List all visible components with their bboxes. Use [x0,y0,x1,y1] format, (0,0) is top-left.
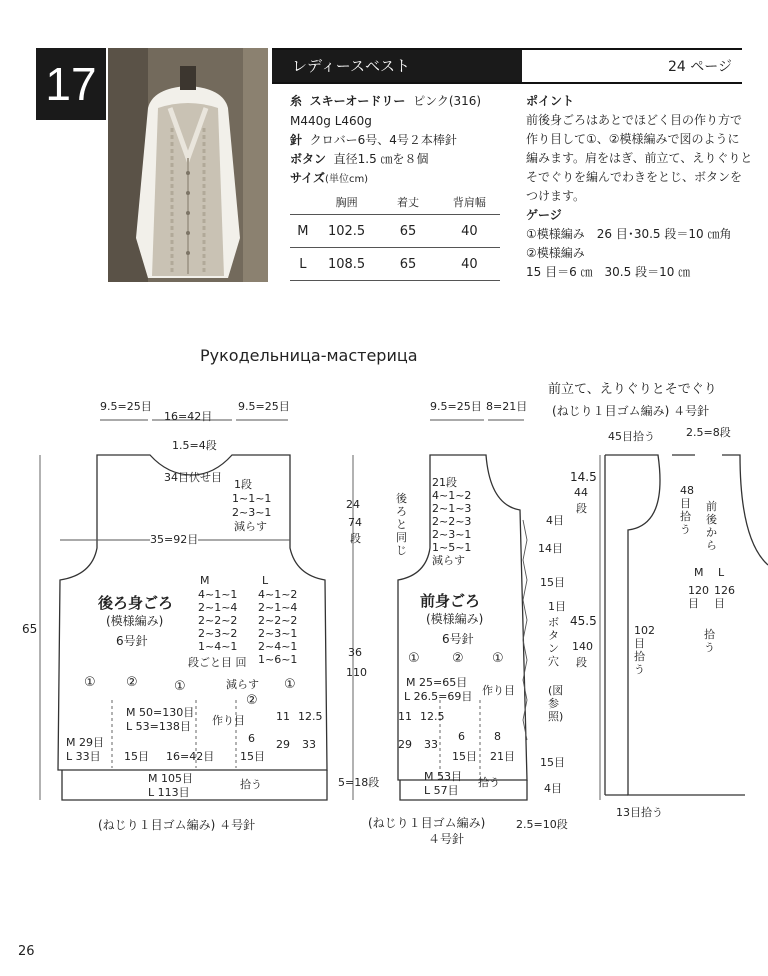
front-title: 前身ごろ [420,592,481,610]
back-dec2: 1~1~1 [232,492,272,505]
back-height: 65 [22,622,38,636]
size-row-m: M 102.5 65 40 [290,215,500,248]
front-pickup: 拾う [478,776,500,789]
front-t455: 45.5 [570,614,597,628]
size-row-l: L 108.5 65 40 [290,248,500,281]
back-title: 後ろ身ごろ [98,594,174,612]
front-r-btn: ボタン穴 [548,616,559,668]
back-top-right: 9.5=25目 [238,400,290,413]
back-16: 16=42目 [166,750,215,763]
back-pickup: 拾う [240,778,262,791]
front-h110: 110 [346,666,367,679]
page-number: 26 [18,944,35,959]
band-l126: 126目 [714,584,735,610]
back-each-row: 段ごと目 回 [188,656,247,669]
back-dec3: 2~3~1 [232,506,272,519]
front-n125: 12.5 [420,710,445,723]
back-side-l: L 33目 [66,750,101,763]
back-pattern: (模様編み) [106,614,164,628]
front-r14: 14目 [538,542,563,555]
back-rib-l: L 113目 [148,786,190,799]
back-l-rows: 4~1~2 2~1~4 2~2~2 2~3~1 2~4~1 1~6~1 [258,588,298,666]
front-n11: 11 [398,710,412,723]
back-c5: ① [284,677,296,692]
back-c1: ① [84,675,96,690]
front-n21: 21目 [490,750,515,763]
size-table-header: 胸囲 着丈 背肩幅 [290,190,500,215]
back-m-rows: 4~1~1 2~1~4 2~2~2 2~3~2 1~4~1 [198,588,238,653]
front-h36: 36 [348,646,362,659]
band-p25: 2.5=8段 [686,426,731,439]
back-n29: 29 [276,738,290,751]
front-r-ref: (図参照) [548,684,564,723]
pattern-title: レディースベスト [292,57,411,75]
front-t-dan: 段 [576,502,587,515]
front-n8: 8 [494,730,501,743]
back-n11: 11 [276,710,290,723]
front-cast-note: 作り目 [482,684,515,697]
front-h74: 74 [348,516,362,529]
back-n6: 6 [248,732,255,745]
front-t44: 44 [574,486,588,499]
pattern-number: 17 [36,48,106,120]
back-cast-l: L 53=138目 [126,720,191,733]
back-rib-m: M 105目 [148,772,193,785]
front-t140: 140 [572,640,593,653]
back-n33: 33 [302,738,316,751]
front-rib-needle: ４号針 [428,832,465,846]
front-same: 後ろと同じ [396,492,407,557]
front-pattern: (模様編み) [426,612,484,626]
band-m120: 120目 [688,584,709,610]
front-t-dan2: 段 [576,656,587,669]
back-dec4: 減らす [234,520,267,533]
back-n125: 12.5 [298,710,323,723]
front-r4b: 4目 [544,782,562,795]
points-section: ポイント 前後身ごろはあとでほどく目の作り方で 作り目して①、②模様編みで図のように 編みます。肩をはぎ、前立て、えりぐりと そでぐりを編んでわきをとじ、ボタンを つけます。 ゲージ ①模様編み 26 目･30.5 段＝10 ㎝角 ②模様編み 15 目＝6 ㎝ 30.5 段＝10 ㎝ [526,94,753,279]
front-r15: 15目 [540,576,565,589]
band-m: M [694,566,704,579]
front-c2: ② [452,651,464,666]
front-decreases: 21段 4~1~2 2~1~3 2~2~3 2~3~1 1~5~1 減らす [432,476,472,567]
back-top-mid: 16=42目 [164,410,213,423]
back-needle: 6号針 [116,634,148,648]
front-rib: (ねじり１目ゴム編み) [368,816,486,830]
back-c4: ② [246,693,258,708]
front-cast-m: M 25=65目 [406,676,468,689]
front-n6: 6 [458,730,465,743]
band-l: L [718,566,725,579]
band-p13: 13目拾う [616,806,663,819]
size-label: サイズ(単位cm) [290,171,369,185]
front-c3: ① [492,651,504,666]
front-c1: ① [408,651,420,666]
back-c3: ① [174,679,186,694]
watermark-caption: Рукодельница-мастерица [200,346,418,365]
front-rib-rows: 5=18段 [338,776,380,789]
front-r15b: 15目 [540,756,565,769]
back-15a: 15目 [124,750,149,763]
yarn-amounts: M440g L460g [290,114,372,128]
front-h24: 24 [346,498,360,511]
front-h-dan: 段 [350,532,361,545]
back-c2: ② [126,675,138,690]
band-p-ho: 拾う [704,628,715,654]
back-neck-bind: 34目伏せ目 [164,471,222,484]
front-needle: 6号針 [442,632,474,646]
band-p-from: 前後から [706,500,717,552]
front-rib-l: L 57目 [424,784,459,797]
front-r4: 4目 [546,514,564,527]
needle-line: 針 クロバー6号、4号２本棒針 [290,133,457,147]
front-n33: 33 [424,738,438,751]
back-rib: (ねじり１目ゴム編み) ４号針 [98,818,256,832]
back-15b: 15目 [240,750,265,763]
front-r1: 1目 [548,600,566,613]
back-cast-m: M 50=130目 [126,706,195,719]
yarn-line: 糸 スキーオードリー ピンク(316) [290,94,482,108]
front-n29: 29 [398,738,412,751]
front-cast-l: L 26.5=69目 [404,690,473,703]
back-top-left: 9.5=25目 [100,400,152,413]
back-l: L [262,574,269,587]
back-width: 35=92目 [150,533,199,546]
front-band-rows: 2.5=10段 [516,818,568,831]
band-p48: 48目拾う [680,484,694,536]
front-t145: 14.5 [570,470,597,484]
front-top-l: 9.5=25目 [430,400,482,413]
front-n15: 15目 [452,750,477,763]
page-reference: 24 ページ [668,59,732,75]
back-side-m: M 29目 [66,736,104,749]
button-line: ボタン 直径1.5 ㎝を８個 [290,152,429,166]
back-cast-note: 作り目 [212,714,245,727]
band-p102: 102目拾う [634,624,655,676]
front-rib-m: M 53目 [424,770,462,783]
band-p45: 45目拾う [608,430,655,443]
back-neck-rows: 1.5=4段 [172,439,217,452]
band-title: 前立て、えりぐりとそでぐり [548,382,717,397]
back-m: M [200,574,210,587]
back-decrease: 減らす [226,678,259,691]
front-top-r: 8=21目 [486,400,528,413]
band-subtitle: (ねじり１目ゴム編み) ４号針 [552,404,710,418]
back-dec1: 1段 [234,478,252,491]
